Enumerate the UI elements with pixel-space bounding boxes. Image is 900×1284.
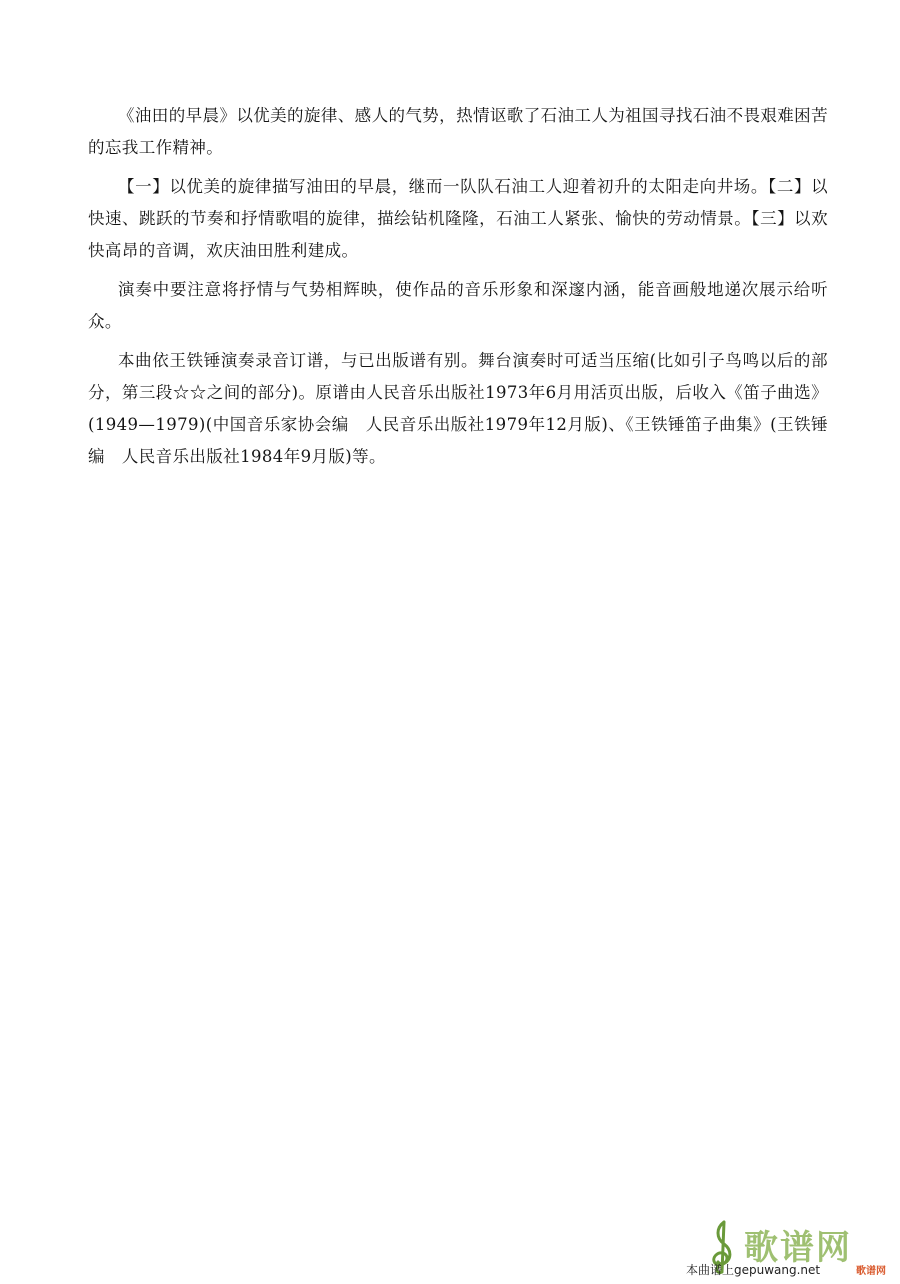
site-watermark: [686, 1216, 886, 1280]
watermark-url: 本曲谱上gepuwang.net: [686, 1263, 821, 1277]
document-body: [88, 100, 828, 480]
performance-note-paragraph: 演奏中要注意将抒情与气势相辉映，使作品的音乐形象和深邃内涵，能音画般地递次展示给听众。: [88, 280, 828, 331]
sections-paragraph: 【一】以优美的旋律描写油田的早晨，继而一队队石油工人迎着初升的太阳走向井场。【二】以快速、跳跃的节奏和抒情歌唱的旋律，描绘钻机隆隆，石油工人紧张、愉快的劳动情景。【三】以欢快高昂的音调，欢庆油田胜利建成。: [88, 177, 828, 260]
intro-paragraph: 《油田的早晨》以优美的旋律、感人的气势，热情讴歌了石油工人为祖国寻找石油不畏艰难困苦的忘我工作精神。: [88, 106, 828, 157]
watermark-tag: 歌谱网: [856, 1266, 886, 1277]
watermark-brand: 歌谱网: [744, 1228, 852, 1268]
publication-note-paragraph: 本曲依王铁锤演奏录音订谱，与已出版谱有别。舞台演奏时可适当压缩(比如引子鸟鸣以后的部分，第三段☆☆之间的部分)。原谱由人民音乐出版社1973年6月用活页出版，后收入《笛子曲选》(1949—1979)(中国音乐家协会编 人民音乐出版社1979年12月版)、《王铁锤笛子曲集》(王铁锤编 人民音乐出版社1984年9月版)等。: [88, 351, 828, 466]
